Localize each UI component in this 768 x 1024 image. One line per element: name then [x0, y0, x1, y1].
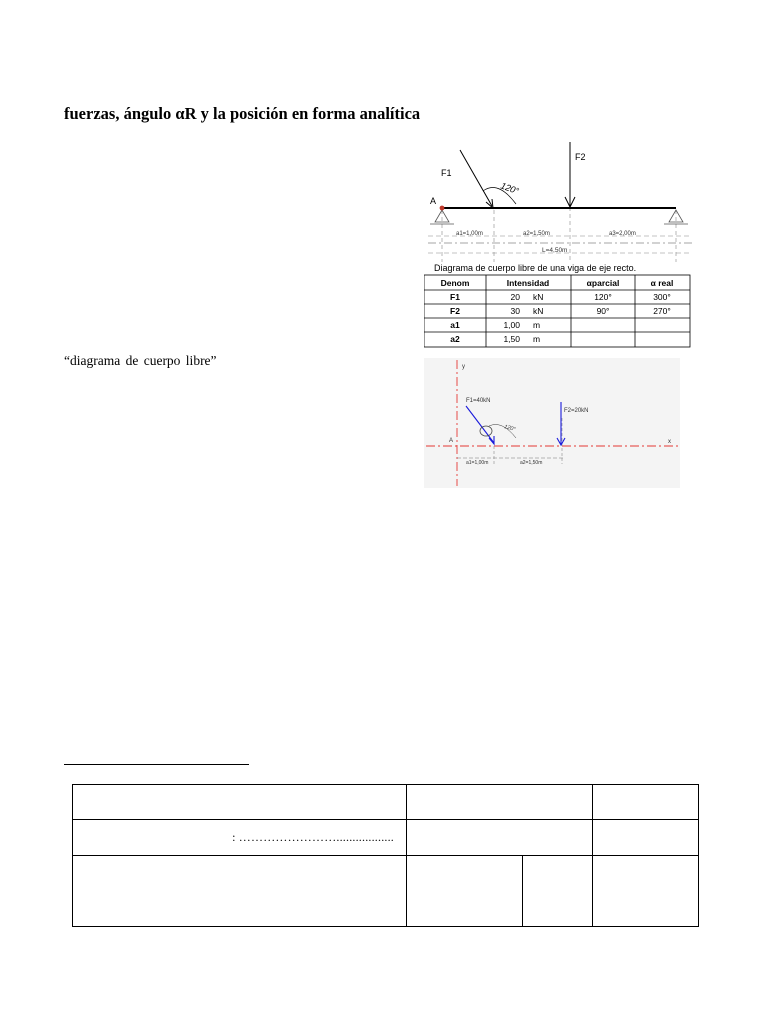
footer-cell: [593, 820, 699, 856]
footer-cell: [593, 856, 699, 927]
footnote-separator: [64, 764, 249, 765]
table-cell: 300°: [653, 292, 671, 302]
table-cell: 1,00: [503, 320, 520, 330]
table-header-alpha-parcial: αparcial: [586, 278, 620, 288]
f1-arrow: [460, 150, 492, 206]
footer-cell: [73, 785, 407, 820]
f1-label: F1=40kN: [466, 398, 491, 404]
y-axis-label: y: [462, 364, 465, 370]
footer-dotted-field: : ……………………..................: [73, 820, 407, 856]
table-cell: a1: [450, 320, 460, 330]
table-cell: 20: [510, 292, 520, 302]
dim-a1-label: a1=1,00m: [466, 460, 489, 466]
table-cell: m: [533, 320, 541, 330]
table-cell: F2: [450, 306, 460, 316]
point-a-label: A: [449, 438, 454, 444]
angle-label: 120°: [499, 180, 521, 197]
table-cell: 120°: [594, 292, 612, 302]
table-cell: m: [533, 334, 541, 344]
figure1-caption: Diagrama de cuerpo libre de una viga de eje recto.: [434, 263, 637, 273]
dim-L-label: L=4,50m: [542, 247, 568, 254]
table-header-denom: Denom: [440, 278, 470, 288]
dcl-text: “diagrama de cuerpo libre”: [64, 353, 217, 368]
table-cell: 90°: [596, 306, 610, 316]
table-cell: 270°: [653, 306, 671, 316]
page-heading: fuerzas, ángulo αR y la posición en forma analítica: [64, 104, 421, 123]
table-header-intensidad: Intensidad: [506, 278, 550, 288]
footer-cell: [407, 856, 523, 927]
table-cell: 1,50: [503, 334, 520, 344]
f1-label: F1: [441, 168, 452, 178]
dim-a2-label: a2=1,50m: [523, 231, 550, 237]
table-cell: kN: [533, 292, 544, 302]
footer-cell: [593, 785, 699, 820]
footer-cell: [523, 856, 593, 927]
footer-cell: [407, 785, 593, 820]
table-cell: kN: [533, 306, 544, 316]
f2-label: F2: [575, 152, 586, 162]
table-cell: F1: [450, 292, 460, 302]
x-axis-label: x: [668, 439, 671, 445]
coordinate-diagram-figure: [424, 358, 680, 488]
angle-label: 120°: [503, 424, 517, 433]
footer-cell: [73, 856, 407, 927]
dim-a2-label: a2=1,50m: [520, 460, 543, 466]
point-a-marker: [440, 206, 445, 211]
f2-label: F2=20kN: [564, 408, 589, 414]
footer-table: [72, 784, 699, 927]
point-a-label: A: [430, 196, 437, 206]
table-cell: 30: [510, 306, 520, 316]
dim-a3-label: a3=2,00m: [609, 231, 636, 237]
dim-a1-label: a1=1,00m: [456, 231, 483, 237]
beam-diagram-figure: [424, 140, 696, 350]
table-cell: a2: [450, 334, 460, 344]
table-header-alpha-real: α real: [650, 278, 674, 288]
footer-cell: [407, 820, 593, 856]
